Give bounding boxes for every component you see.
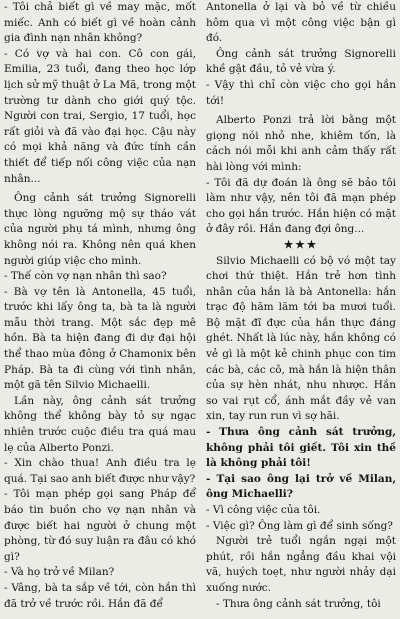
paragraph: - Tôi mạn phép gọi sang Pháp để báo tin buồn cho vợ nạn nhân và được biết hai người ở chung một phòng, từ đó suy luận ra đâu có khó gì? — [4, 488, 196, 563]
paragraph: - Thưa ông cảnh sát trưởng, tôi — [216, 597, 381, 610]
paragraph: - Bà vợ tên là Antonella, 45 tuổi, trước khi lấy ông ta, bà ta là người mẫu thời trang. Một sắc đẹp mê hồn. Bà ta hiện đang đi dự đại hội thể thao mùa đông ở Chamonix bên Pháp. Bà ta đi cùng với tình nhân, một gã tên Silvio Michaelli. — [4, 285, 196, 392]
paragraph: Ông cảnh sát trưởng Signorelli khề gật đầu, tỏ vẻ vừa ý. — [206, 47, 396, 76]
paragraph: Alberto Ponzi trả lời bằng một giọng nói nhỏ nhe, khiêm tốn, là cách nói mỗi khi anh cảm thấy rất hài lòng với mình: — [206, 114, 396, 173]
right-text-column — [206, 0, 396, 612]
paragraph: Người trẻ tuổi ngắn ngại một phút, rồi hắn ngẳng đầu khai vội vã, huých toẹt, như người nhảy dại xuống nước. — [206, 535, 396, 594]
paragraph: Silvio Michaelli có bộ vó một tay chơi thứ thiệt. Hắn trẻ hơn tình nhân của hắn là bà Antonella: hắn trạc độ hăm lăm tới ba mươi tuổi. Bộ mặt đĩ đực của hắn thực đáng ghét. Nhất là lúc này, hắn không có vẻ gì là một kẻ chinh phục con tim các bà, các cô, mà hắn là hiện thân của sự hèn nhát, nhu nhược. Hắn so vai rụt cổ, ánh mắt đầy vẻ van xin, tay run run vì sợ hãi. — [206, 254, 396, 423]
paragraph: - Có vợ và hai con. Cô con gái, Emilia, 23 tuổi, đang theo học lớp lịch sử mỹ thuật ở La Mã, trong một trường tư dành cho giới quý tộc. Người con trai, Sergio, 17 tuổi, học rất giỏi và đã vào đại học. Cậu này có mọi khả năng và đức tính cần thiết để tiếp nối công việc của nạn nhân... — [4, 47, 196, 185]
paragraph: - Việc gì? Ông làm gì để sinh sống? — [206, 519, 393, 532]
paragraph: - Xin chào thua! Anh điều tra lẹ quá. Tại sao anh biết được như vậy? — [4, 457, 196, 485]
paragraph: - Tôi đã dự đoán là ông sẽ bảo tôi làm như vậy, nên tôi đã mạn phép cho gọi hắn trước. Hắn hiện có mặt ở đây rồi. Hắn đang đợi ông... — [206, 176, 396, 236]
paragraph: Ông cảnh sát trưởng Signorelli thực lòng ngưỡng mộ sự tháo vát của người phụ tá mình, nhưng ông không nói ra. Không nên quá khen người giúp việc cho mình. — [4, 192, 196, 267]
paragraph: - Vì công việc của tôi. — [206, 504, 321, 516]
paragraph: Lần này, ông cảnh sát trưởng không thể không bày tỏ sự ngạc nhiên trước cuộc điều tra quá mau lẹ của Alberto Ponzi. — [4, 394, 196, 454]
paragraph-bold: - Tại sao ông lại trở về Milan, ông Michaelli? — [206, 472, 396, 501]
paragraph-bold: - Thưa ông cảnh sát trưởng, không phải tôi giết. Tôi xin thề là không phải tôi! — [206, 426, 396, 470]
paragraph: - Vâng, bà ta sắp về tới, còn hắn thì đã trở về trước rồi. Hắn đã để — [4, 581, 196, 610]
left-text-column — [4, 0, 196, 612]
paragraph: - Tôi chả biết gì về may mặc, mốt miếc. Anh có biết gì về hoàn cảnh gia đình nạn nhân không? — [4, 1, 196, 45]
paragraph: Antonella ở lại và bỏ về từ chiều hôm qua vì một công việc bận gì đó. — [206, 1, 396, 45]
section-separator-stars: ★★★ — [283, 238, 319, 251]
paragraph: - Thế còn vợ nạn nhân thì sao? — [4, 270, 167, 283]
paragraph: - Và họ trở về Milan? — [4, 566, 115, 579]
paragraph: - Vậy thì chỉ còn việc cho gọi hắn tới! — [206, 78, 396, 107]
